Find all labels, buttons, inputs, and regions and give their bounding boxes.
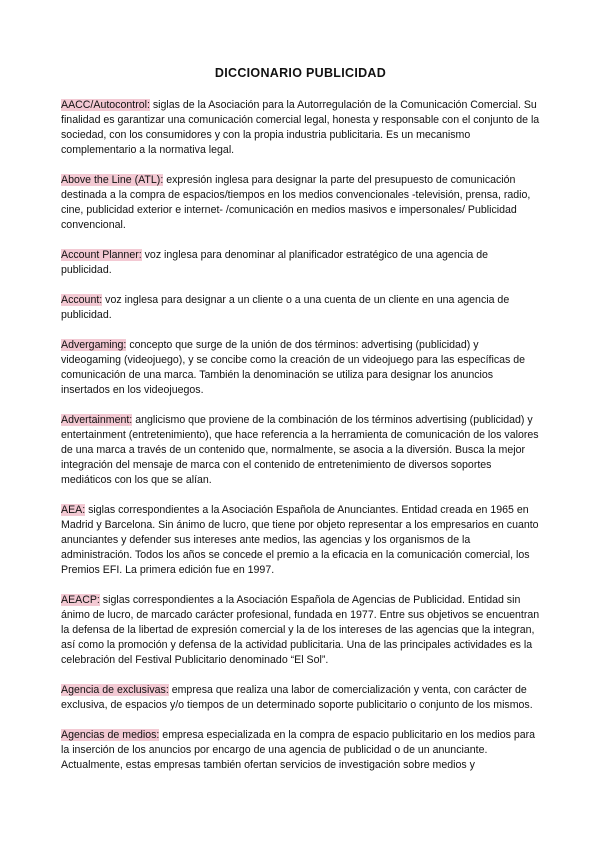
entry-term: Account Planner: bbox=[61, 249, 142, 261]
entry-agencias-de-medios bbox=[61, 728, 540, 773]
entry-aea bbox=[61, 503, 540, 578]
entry-agencia-de-exclusivas bbox=[61, 683, 540, 713]
entry-definition: concepto que surge de la unión de dos términos: advertising (publicidad) y videogaming (videojuego), y se concibe como la creación de un videojuego para las específicas de comunicación de una marca. También la denominación se utiliza para designar los anuncios insertados en los videojuegos. bbox=[61, 339, 526, 396]
entry-definition: voz inglesa para designar a un cliente o a una cuenta de un cliente en una agencia de publicidad. bbox=[61, 294, 510, 321]
entry-advergaming bbox=[61, 338, 540, 398]
entry-definition: siglas de la Asociación para la Autorregulación de la Comunicación Comercial. Su finalidad es garantizar una comunicación comercial legal, honesta y responsable con el conjunto de la sociedad, con los consumidores y con la propia industria publicitaria. Es un mecanismo complementario a la normativa legal. bbox=[61, 99, 540, 156]
entry-term: Advertainment: bbox=[61, 414, 133, 426]
entry-term: AACC/Autocontrol: bbox=[61, 99, 150, 111]
entry-aacc-autocontrol bbox=[61, 98, 540, 158]
entry-advertainment bbox=[61, 413, 540, 488]
document-title: DICCIONARIO PUBLICIDAD bbox=[214, 66, 387, 80]
entry-definition: expresión inglesa para designar la parte del presupuesto de comunicación destinada a la compra de espacios/tiempos en los medios convencionales -televisión, prensa, radio, cine, publicidad exterior e internet- /comunicación en medios masivos e impersonales/ Publicidad convencional. bbox=[61, 174, 531, 231]
entry-term: Above the Line (ATL): bbox=[61, 174, 164, 186]
entry-account bbox=[61, 293, 540, 323]
entry-term: Agencia de exclusivas: bbox=[61, 684, 169, 696]
entry-definition: voz inglesa para denominar al planificador estratégico de una agencia de publicidad. bbox=[61, 249, 488, 276]
entry-aeacp bbox=[61, 593, 540, 668]
entry-definition: anglicismo que proviene de la combinación de los términos advertising (publicidad) y entertainment (entretenimiento), que hace referencia a la herramienta de comunicación de los valores de una marca a través de un contenido que, normalmente, se asocia a la diversión. Busca la mejor integración del mensaje de marca con el contenido de entretenimiento de diversos soportes mediáticos con los que se alían. bbox=[61, 414, 539, 486]
entry-account-planner bbox=[61, 248, 540, 278]
entry-definition: empresa especializada en la compra de espacio publicitario en los medios para la inserción de los anuncios por encargo de una agencia de publicidad o de un anunciante. Actualmente, estas empresas también ofertan servicios de investigación sobre medios y bbox=[61, 729, 536, 771]
entry-term: Account: bbox=[61, 294, 103, 306]
entry-definition: siglas correspondientes a la Asociación Española de Anunciantes. Entidad creada en 1965 en Madrid y Barcelona. Sin ánimo de lucro, que tiene por objeto representar a los empresarios en cuanto anunciantes y defender sus intereses ante medios, las agencias y los organismos de la administración. Todos los años se concede el premio a la eficacia en la comunicación comercial, los Premios EFI. La primera edición fue en 1997. bbox=[61, 504, 539, 576]
entry-definition: empresa que realiza una labor de comercialización y venta, con carácter de exclusiva, de espacios y/o tiempos de un determinado soporte publicitario o conjunto de los mismos. bbox=[61, 684, 533, 711]
entry-definition: siglas correspondientes a la Asociación Española de Agencias de Publicidad. Entidad sin ánimo de lucro, de marcado carácter profesional, fundada en 1977. Entre sus objetivos se encuentran la defensa de la libertad de expresión comercial y la de los intereses de las agencias que la integran, así como la promoción y defensa de la actividad publicitaria. Una de las principales actividades es la celebración del Festival Publicitario denominado “El Sol”. bbox=[61, 594, 540, 666]
entry-term: Advergaming: bbox=[61, 339, 127, 351]
entry-term: AEACP: bbox=[61, 594, 100, 606]
entry-term: Agencias de medios: bbox=[61, 729, 160, 741]
entry-term: AEA: bbox=[61, 504, 86, 516]
entry-above-the-line bbox=[61, 173, 540, 233]
